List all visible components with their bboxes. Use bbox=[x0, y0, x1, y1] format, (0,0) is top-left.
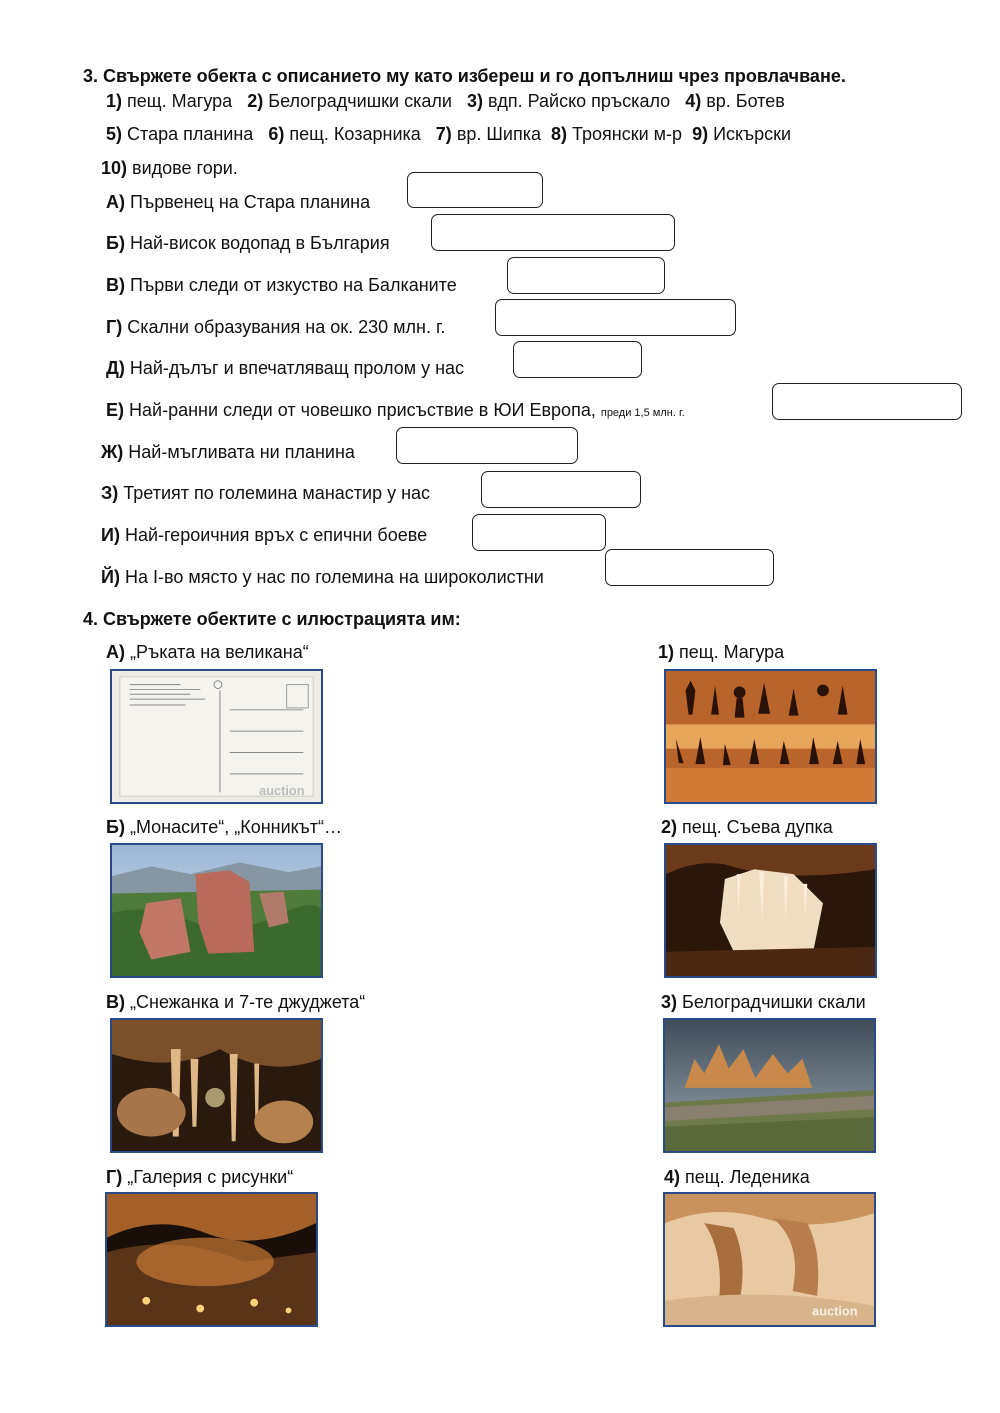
item-letter: Б) bbox=[106, 233, 125, 253]
label-num: 2) bbox=[661, 817, 678, 837]
options-row-2 bbox=[106, 124, 791, 145]
label-num: 3) bbox=[661, 992, 678, 1012]
option-text: Белоградчишки скали bbox=[268, 91, 452, 111]
image-saeva-dupka[interactable] bbox=[664, 843, 877, 978]
item-d bbox=[106, 358, 464, 379]
image-ledenika[interactable] bbox=[663, 1192, 876, 1327]
drop-box-d[interactable] bbox=[513, 341, 642, 378]
item-b bbox=[106, 233, 390, 254]
image-postcard[interactable] bbox=[110, 669, 323, 804]
options-row-3 bbox=[101, 158, 238, 179]
label-text: „Ръката на великана“ bbox=[130, 642, 309, 662]
item-e bbox=[106, 400, 685, 421]
item-text: Първенец на Стара планина bbox=[130, 192, 371, 212]
right-label-2 bbox=[661, 817, 833, 838]
option-num: 1) bbox=[106, 91, 123, 111]
item-text: Третият по големина манастир у нас bbox=[123, 483, 431, 503]
option-text: вдп. Райско пръскало bbox=[487, 91, 671, 111]
item-y bbox=[101, 567, 544, 588]
label-num: 1) bbox=[658, 642, 675, 662]
option-text: пещ. Козарника bbox=[289, 124, 421, 144]
drop-box-a[interactable] bbox=[407, 172, 543, 208]
image-cave-gallery[interactable] bbox=[105, 1192, 318, 1327]
label-text: „Снежанка и 7-те джуджета“ bbox=[130, 992, 366, 1012]
item-i bbox=[101, 525, 427, 546]
item-note: преди 1,5 млн. г. bbox=[600, 407, 685, 419]
option-num: 9) bbox=[692, 124, 709, 144]
item-letter: Е) bbox=[106, 400, 124, 420]
image-belogradchik-rocks[interactable] bbox=[663, 1018, 876, 1153]
item-text: Скални образувания на ок. 230 млн. г. bbox=[127, 317, 446, 337]
image-belogradchik-monks[interactable] bbox=[110, 843, 323, 978]
image-cave-snow-white[interactable] bbox=[110, 1018, 323, 1153]
option-num: 5) bbox=[106, 124, 123, 144]
watermark-text: auction bbox=[812, 1304, 858, 1319]
option-num: 3) bbox=[466, 91, 483, 111]
option-num: 8) bbox=[551, 124, 568, 144]
item-text: Най-висок водопад в България bbox=[129, 233, 390, 253]
item-letter: Ж) bbox=[101, 442, 124, 462]
drop-box-e[interactable] bbox=[772, 383, 962, 420]
question-3-title: 3. Свържете обекта с описанието му като избереш и го допълниш чрез провлачване. bbox=[83, 66, 846, 86]
label-text: пещ. Съева дупка bbox=[682, 817, 833, 837]
label-text: „Монасите“, „Конникът“… bbox=[129, 817, 342, 837]
option-num: 7) bbox=[435, 124, 452, 144]
watermark-text: auction bbox=[259, 784, 305, 799]
drop-box-y[interactable] bbox=[605, 549, 774, 586]
option-text: Стара планина bbox=[127, 124, 254, 144]
item-text: На I-во място у нас по големина на широколистни bbox=[124, 567, 544, 587]
item-text: Най-мъгливата ни планина bbox=[128, 442, 355, 462]
option-text: Искърски bbox=[713, 124, 792, 144]
left-label-v bbox=[106, 992, 365, 1013]
right-label-1 bbox=[658, 642, 784, 663]
item-letter: Й) bbox=[101, 567, 120, 587]
label-num: 4) bbox=[664, 1167, 681, 1187]
item-a bbox=[106, 192, 370, 213]
item-zh bbox=[101, 442, 355, 463]
question-4-title: 4. Свържете обектите с илюстрацията им: bbox=[83, 609, 461, 629]
label-letter: Б) bbox=[106, 817, 125, 837]
left-label-g bbox=[106, 1167, 293, 1188]
label-letter: А) bbox=[106, 642, 125, 662]
item-letter: З) bbox=[101, 483, 119, 503]
label-letter: В) bbox=[106, 992, 125, 1012]
drop-box-zh[interactable] bbox=[396, 427, 578, 464]
left-label-b bbox=[106, 817, 342, 838]
drop-box-g[interactable] bbox=[495, 299, 736, 336]
right-label-3 bbox=[661, 992, 866, 1013]
drop-box-v[interactable] bbox=[507, 257, 665, 294]
option-num: 10) bbox=[101, 158, 128, 178]
option-text: Троянски м-р bbox=[572, 124, 683, 144]
drop-box-i[interactable] bbox=[472, 514, 606, 551]
item-letter: Д) bbox=[106, 358, 125, 378]
label-letter: Г) bbox=[106, 1167, 123, 1187]
item-letter: Г) bbox=[106, 317, 123, 337]
item-text: Първи следи от изкуство на Балканите bbox=[130, 275, 457, 295]
item-g bbox=[106, 317, 445, 338]
option-num: 4) bbox=[685, 91, 702, 111]
image-magura-paintings[interactable] bbox=[664, 669, 877, 804]
item-text: Най-героичния връх с епични боеве bbox=[124, 525, 428, 545]
item-letter: А) bbox=[106, 192, 125, 212]
options-row-1 bbox=[106, 91, 785, 112]
option-text: видове гори. bbox=[132, 158, 238, 178]
option-text: пещ. Магура bbox=[127, 91, 233, 111]
item-z bbox=[101, 483, 430, 504]
label-text: „Галерия с рисунки“ bbox=[127, 1167, 294, 1187]
option-text: вр. Шипка bbox=[456, 124, 541, 144]
left-label-a bbox=[106, 642, 309, 663]
item-letter: В) bbox=[106, 275, 125, 295]
item-text: Най-дълъг и впечатляващ пролом у нас bbox=[129, 358, 465, 378]
label-text: пещ. Магура bbox=[679, 642, 785, 662]
item-text: Най-ранни следи от човешко присъствие в ЮИ Европа, bbox=[129, 400, 596, 420]
drop-box-z[interactable] bbox=[481, 471, 641, 508]
item-v bbox=[106, 275, 457, 296]
label-text: Белоградчишки скали bbox=[682, 992, 866, 1012]
item-letter: И) bbox=[101, 525, 120, 545]
drop-box-b[interactable] bbox=[431, 214, 675, 251]
option-num: 6) bbox=[268, 124, 285, 144]
right-label-4 bbox=[664, 1167, 810, 1188]
option-num: 2) bbox=[247, 91, 264, 111]
label-text: пещ. Леденика bbox=[685, 1167, 810, 1187]
option-text: вр. Ботев bbox=[706, 91, 785, 111]
